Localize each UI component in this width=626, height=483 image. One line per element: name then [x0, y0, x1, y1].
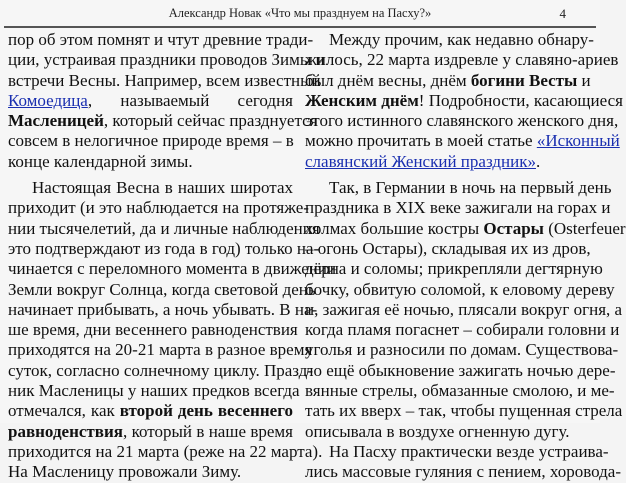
text-line: бочку, обвитую соломой, к еловому дереву [305, 279, 615, 299]
text-line: лись массовые гуляния с пением, хоровода- [305, 462, 622, 482]
bold-term: равноденствия [8, 421, 123, 441]
text-line: уголья и разносили по домам. Существова- [305, 340, 619, 360]
text-line: это подтверждают из года в год) только на- [8, 238, 320, 258]
text-line: Между прочим, как недавно обнару- [329, 30, 594, 49]
text-line: приходится на 21 марта (реже на 22 марта). [8, 441, 323, 461]
bold-term: Масленицей [8, 111, 104, 131]
bold-term: Женским днём [305, 90, 419, 110]
text-line: На Пасху практически везде устраива- [329, 441, 609, 461]
text-line: ник Масленицы у наших предков всегда [8, 381, 300, 401]
text-span: ! Подробности, касающиеся [418, 90, 623, 110]
bold-term: Остары [483, 218, 544, 238]
text-line [305, 218, 626, 239]
text-line: Настоящая Весна в наших широтах [32, 178, 293, 198]
text-line: и, зажигая её ночью, плясали вокруг огня, а [305, 299, 623, 319]
page-number: 4 [559, 6, 566, 21]
left-column [8, 30, 337, 483]
text-line: описывала в воздухе огненную дугу. [305, 421, 570, 441]
text-line [8, 422, 293, 442]
text-line: праздника в XIX веке зажигали на горах и [305, 198, 611, 218]
page-header [4, 2, 596, 28]
text-line: чинается с переломного момента в движении [8, 259, 337, 279]
text-line: Земли вокруг Солнца, когда световой день [8, 279, 316, 299]
bold-term: второй день весеннего [119, 401, 293, 421]
text-line: ции, устраивая праздники проводов Зимы и [8, 50, 325, 70]
text-line: ше время, дни весеннего равноденствия [8, 320, 298, 340]
article-link[interactable]: «Исконный [536, 131, 620, 151]
text-line: когда пламя погаснет – собирали головни и [305, 320, 620, 340]
text-line [305, 90, 623, 111]
text-span: . [535, 151, 541, 171]
text-line: жилось, 22 марта издревле у славяно-ариев [305, 50, 619, 70]
running-title: Александр Новак «Что мы празднуем на Пасху?» [168, 6, 432, 20]
text-line: – огонь Остары), складывая их из дров, [305, 238, 591, 258]
text-line: На Масленицу провожали Зиму. [8, 462, 242, 482]
text-line: приходит (и это наблюдается на протяже- [8, 198, 309, 218]
text-line: вянные стрелы, обмазанные смолою, и ме- [305, 381, 615, 401]
text-line [305, 131, 620, 151]
text-line: тать их вверх – так, чтобы пущенная стрела [305, 401, 623, 421]
text-line: дёрна и соломы; прикрепляли дегтярную [305, 259, 603, 279]
text-line [8, 91, 293, 111]
text-line: встречи Весны. Например, всем известный [8, 70, 321, 90]
text-span: , который в наше время [122, 421, 293, 441]
text-line: начинает прибывать, а ночь убывать. В на- [8, 299, 318, 319]
bold-term: богини Весты [470, 70, 578, 90]
komoeditsa-link[interactable]: Комоедица [8, 90, 88, 110]
text-line [305, 152, 590, 172]
text-line: конце календарной зимы. [8, 151, 193, 171]
text-line: суток, согласно солнечному циклу. Празд- [8, 360, 313, 380]
text-line: приходятся на 20-21 марта в разное время [8, 340, 313, 360]
text-span: , который сейчас празднуется [103, 111, 318, 131]
text-span: холмах большие костры [305, 218, 484, 238]
right-column [305, 30, 626, 483]
text-line [8, 401, 293, 421]
text-span: был днём весны, днём [305, 70, 471, 90]
article-link[interactable]: славянский Женский праздник» [305, 151, 536, 171]
text-line: Так, в Германии в ночь на первый день [329, 178, 612, 198]
text-span: , называемый сегодня [87, 90, 293, 110]
text-line: пор об этом помнят и чтут древние тради- [8, 30, 314, 49]
text-line: ло ещё обыкновение зажигать ночью дере- [305, 360, 616, 380]
text-line [305, 71, 590, 91]
text-line [8, 111, 318, 131]
text-span: отмечался, как [8, 401, 120, 421]
text-line: этого истинного славянского женского дня, [305, 111, 619, 131]
text-span: (Osterfeuer [543, 218, 626, 238]
text-line: нии тысячелетий, да и личные наблюдения [8, 218, 320, 238]
text-span: и [577, 70, 591, 90]
text-span: можно прочитать в моей статье [305, 131, 537, 151]
text-line: совсем в нелогичное природе время – в [8, 131, 294, 151]
